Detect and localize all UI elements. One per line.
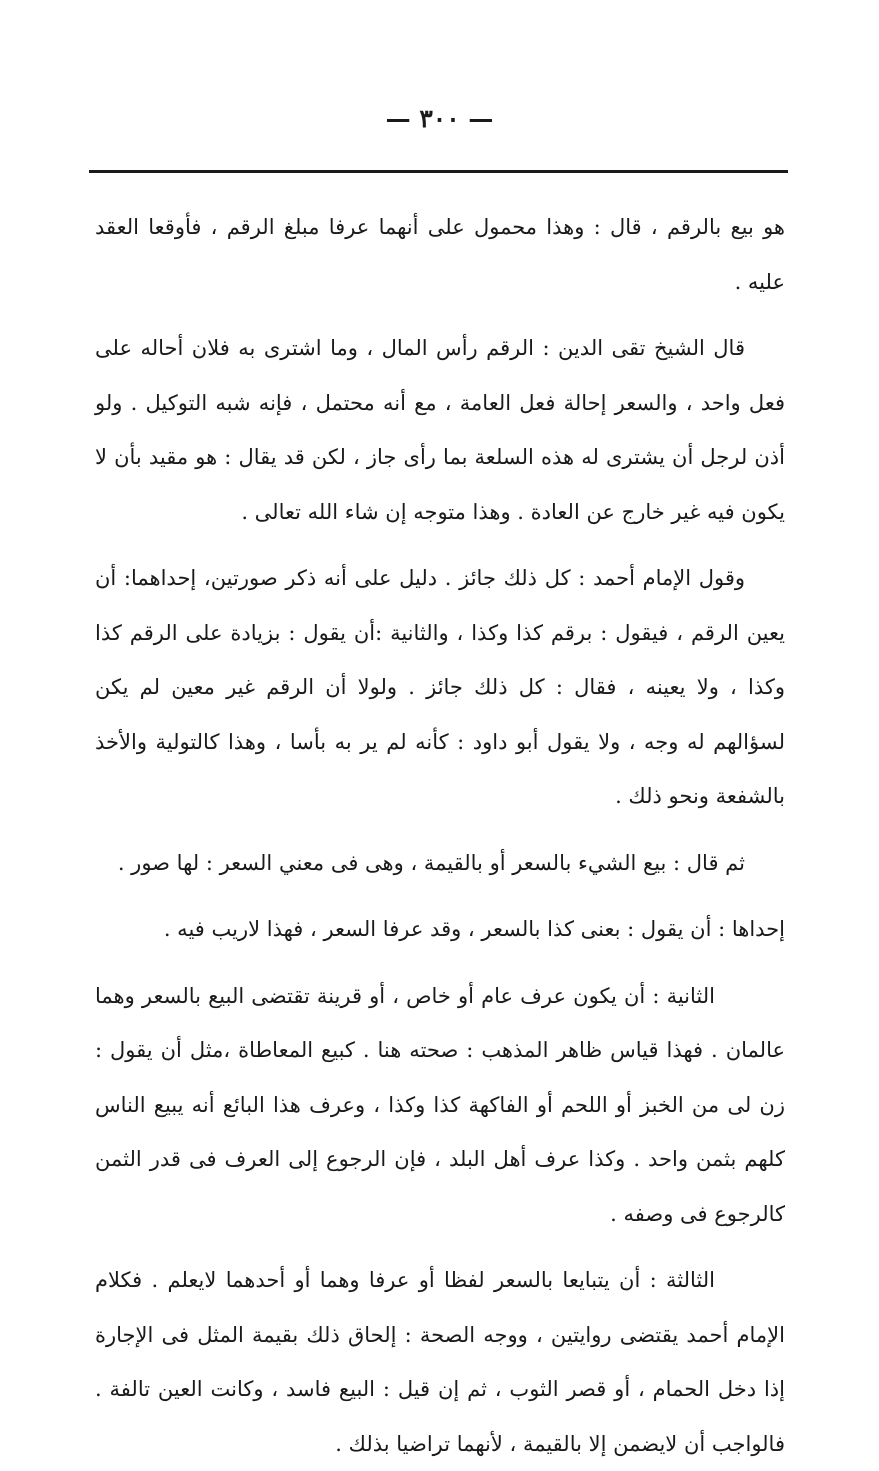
- paragraph: ثم قال : بيع الشيء بالسعر أو بالقيمة ، وهى فى معني السعر : لها صور .: [117, 850, 745, 875]
- paragraph: هو بيع بالرقم ، قال : وهذا محمول على أنهما عرفا مبلغ الرقم ، فأوقعا العقد عليه .: [95, 215, 785, 294]
- paragraph: الثالثة : أن يتبايعا بالسعر لفظا أو عرفا وهما أو أحدهما لايعلم . فكلام الإمام أحمد يقتضى روايتين ، ووجه الصحة : إلحاق ذلك بقيمة المثل فى الإجارة إذا دخل الحمام ، أو قصر الثوب ، ثم إن قيل : البيع فاسد ، وكانت العين تالفة . فالواجب أن لايضمن إلا بالقيمة ، لأنهما تراضيا بذلك .: [95, 1268, 785, 1456]
- paragraph: وقول الإمام أحمد : كل ذلك جائز . دليل على أنه ذكر صورتين، إحداهما: أن يعين الرقم ، فيقول : برقم كذا وكذا ، والثانية :أن يقول : بزيادة على الرقم كذا وكذا ، ولا يعينه ، فقال : كل ذلك جائز . ولولا أن الرقم غير معين لم يكن لسؤالهم له وجه ، ولا يقول أبو داود : كأنه لم ير به بأسا ، وهذا كالتولية والأخذ بالشفعة ونحو ذلك .: [95, 566, 785, 808]
- paragraph: قال الشيخ تقى الدين : الرقم رأس المال ، وما اشترى به فلان أحاله على فعل واحد ، والسعر إحالة فعل العامة ، مع أنه محتمل ، فإنه شبه التوكيل . ولو أذن لرجل أن يشترى له هذه السلعة بما رأى جاز ، لكن قد يقال : هو مقيد بأن لا يكون فيه غير خارج عن العادة . وهذا متوجه إن شاء الله تعالى .: [95, 336, 785, 524]
- header-rule: [89, 170, 788, 173]
- page-body: [95, 200, 785, 1471]
- paragraph: إحداها : أن يقول : بعنى كذا بالسعر ، وقد عرفا السعر ، فهذا لاريب فيه .: [163, 917, 785, 941]
- paragraph: الثانية : أن يكون عرف عام أو خاص ، أو قرينة تقتضى البيع بالسعر وهما عالمان . فهذا قياس ظاهر المذهب : صحته هنا . كبيع المعاطاة ،مثل أن يقول : زن لى من الخبز أو اللحم أو الفاكهة كذا وكذا ، وعرف هذا البائع أنه يبيع الناس كلهم بثمن واحد . وكذا عرف أهل البلد ، فإن الرجوع إلى العرف فى قدر الثمن كالرجوع فى وصفه .: [95, 983, 785, 1226]
- page-number: — ٣٠٠ —: [385, 104, 494, 133]
